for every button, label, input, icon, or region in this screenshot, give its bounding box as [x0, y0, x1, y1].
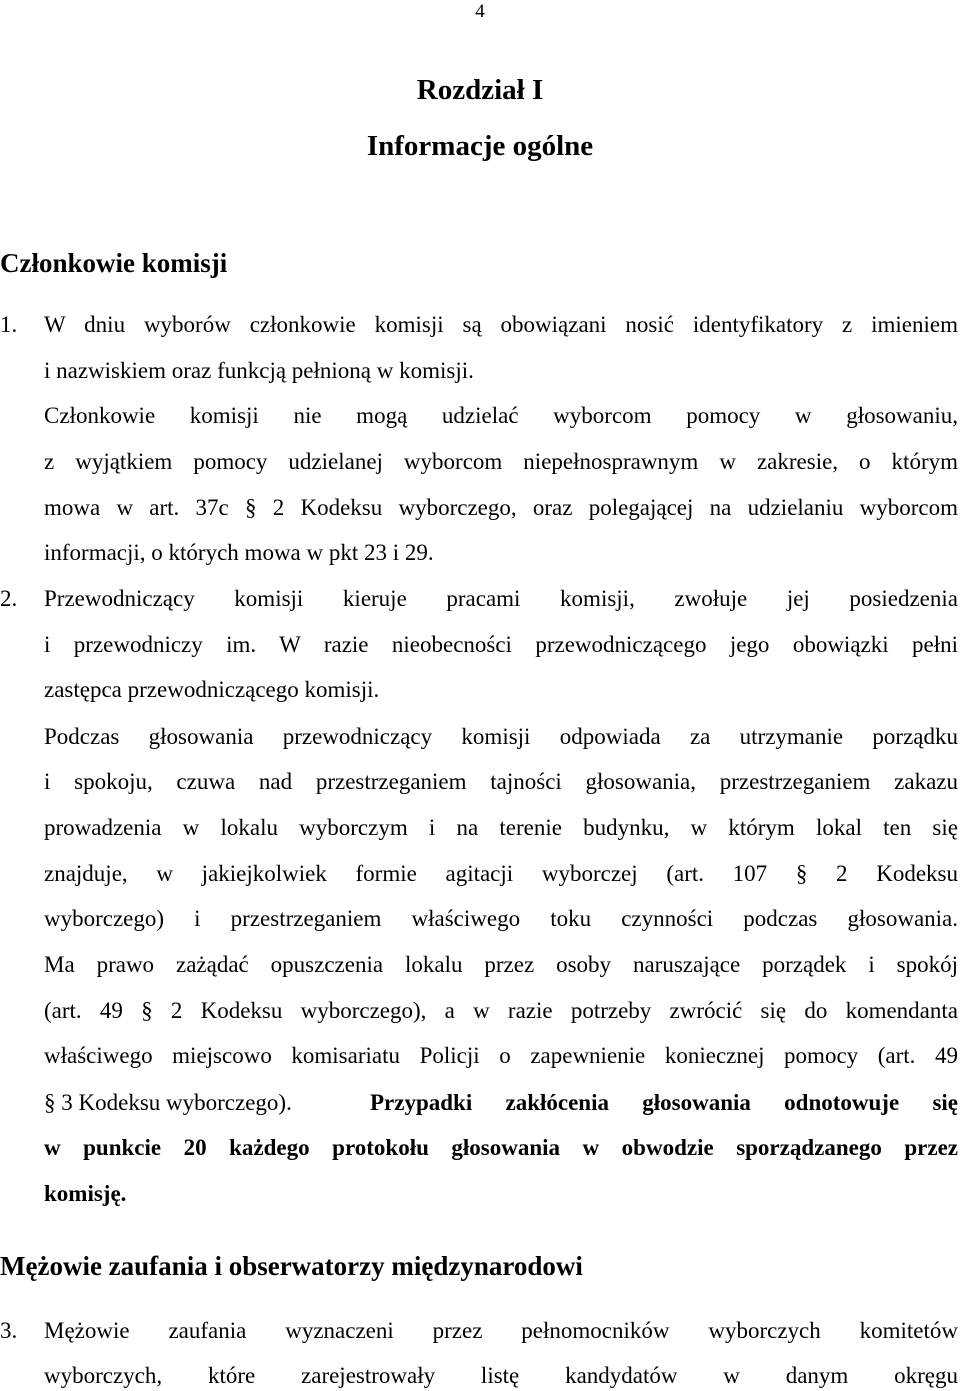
section-title-commission-members: Członkowie komisji	[0, 248, 228, 278]
item-line: Członkowie komisji nie mogą udzielać wyborcom pomocy w głosowaniu,	[44, 403, 958, 428]
item-line-bold: w punkcie 20 każdego protokołu głosowania w obwodzie sporządzanego przez	[44, 1135, 958, 1160]
item-line-mixed	[44, 1088, 958, 1118]
item-line-bold: komisję.	[44, 1181, 127, 1206]
item-line-segment-bold: Przypadki zakłócenia głosowania odnotowuje się	[370, 1090, 958, 1115]
chapter-number: Rozdział I	[416, 74, 544, 106]
item-line: prowadzenia w lokalu wyborczym i na terenie budynku, w którym lokal ten się	[44, 815, 958, 840]
item-line: informacji, o których mowa w pkt 23 i 29.	[44, 540, 434, 565]
chapter-title: Informacje ogólne	[366, 130, 594, 162]
item-line-segment: § 3 Kodeksu wyborczego).	[44, 1090, 292, 1115]
item-line: znajduje, w jakiejkolwiek formie agitacji wyborczej (art. 107 § 2 Kodeksu	[44, 861, 958, 886]
item-line: wyborczych, które zarejestrowały listę kandydatów w danym okręgu	[44, 1363, 958, 1388]
item-line: i nazwiskiem oraz funkcją pełnioną w komisji.	[44, 358, 474, 383]
page-number: 4	[475, 1, 485, 22]
item-line: (art. 49 § 2 Kodeksu wyborczego), a w razie potrzeby zwrócić się do komendanta	[44, 998, 958, 1023]
item-number: 2.	[0, 586, 18, 611]
item-line: Ma prawo zażądać opuszczenia lokalu przez osoby naruszające porządek i spokój	[44, 952, 958, 977]
item-line: wyborczego) i przestrzeganiem właściwego toku czynności podczas głosowania.	[44, 906, 958, 931]
item-line: Mężowie zaufania wyznaczeni przez pełnomocników wyborczych komitetów	[44, 1318, 958, 1343]
item-line: W dniu wyborów członkowie komisji są obowiązani nosić identyfikatory z imieniem	[44, 312, 958, 337]
item-line: właściwego miejscowo komisariatu Policji o zapewnienie koniecznej pomocy (art. 49	[44, 1043, 958, 1068]
item-line: Przewodniczący komisji kieruje pracami komisji, zwołuje jej posiedzenia	[44, 586, 958, 611]
item-line: i spokoju, czuwa nad przestrzeganiem tajności głosowania, przestrzeganiem zakazu	[44, 769, 958, 794]
item-line: mowa w art. 37c § 2 Kodeksu wyborczego, oraz polegającej na udzielaniu wyborcom	[44, 495, 958, 520]
item-line: i przewodniczy im. W razie nieobecności przewodniczącego jego obowiązki pełni	[44, 632, 958, 657]
item-line: zastępca przewodniczącego komisji.	[44, 677, 380, 702]
section-title-trustees-observers: Mężowie zaufania i obserwatorzy międzynarodowi	[0, 1251, 583, 1281]
item-number: 3.	[0, 1318, 18, 1343]
item-line: z wyjątkiem pomocy udzielanej wyborcom niepełnosprawnym w zakresie, o którym	[44, 449, 958, 474]
item-line: Podczas głosowania przewodniczący komisji odpowiada za utrzymanie porządku	[44, 724, 958, 749]
item-number: 1.	[0, 312, 18, 337]
